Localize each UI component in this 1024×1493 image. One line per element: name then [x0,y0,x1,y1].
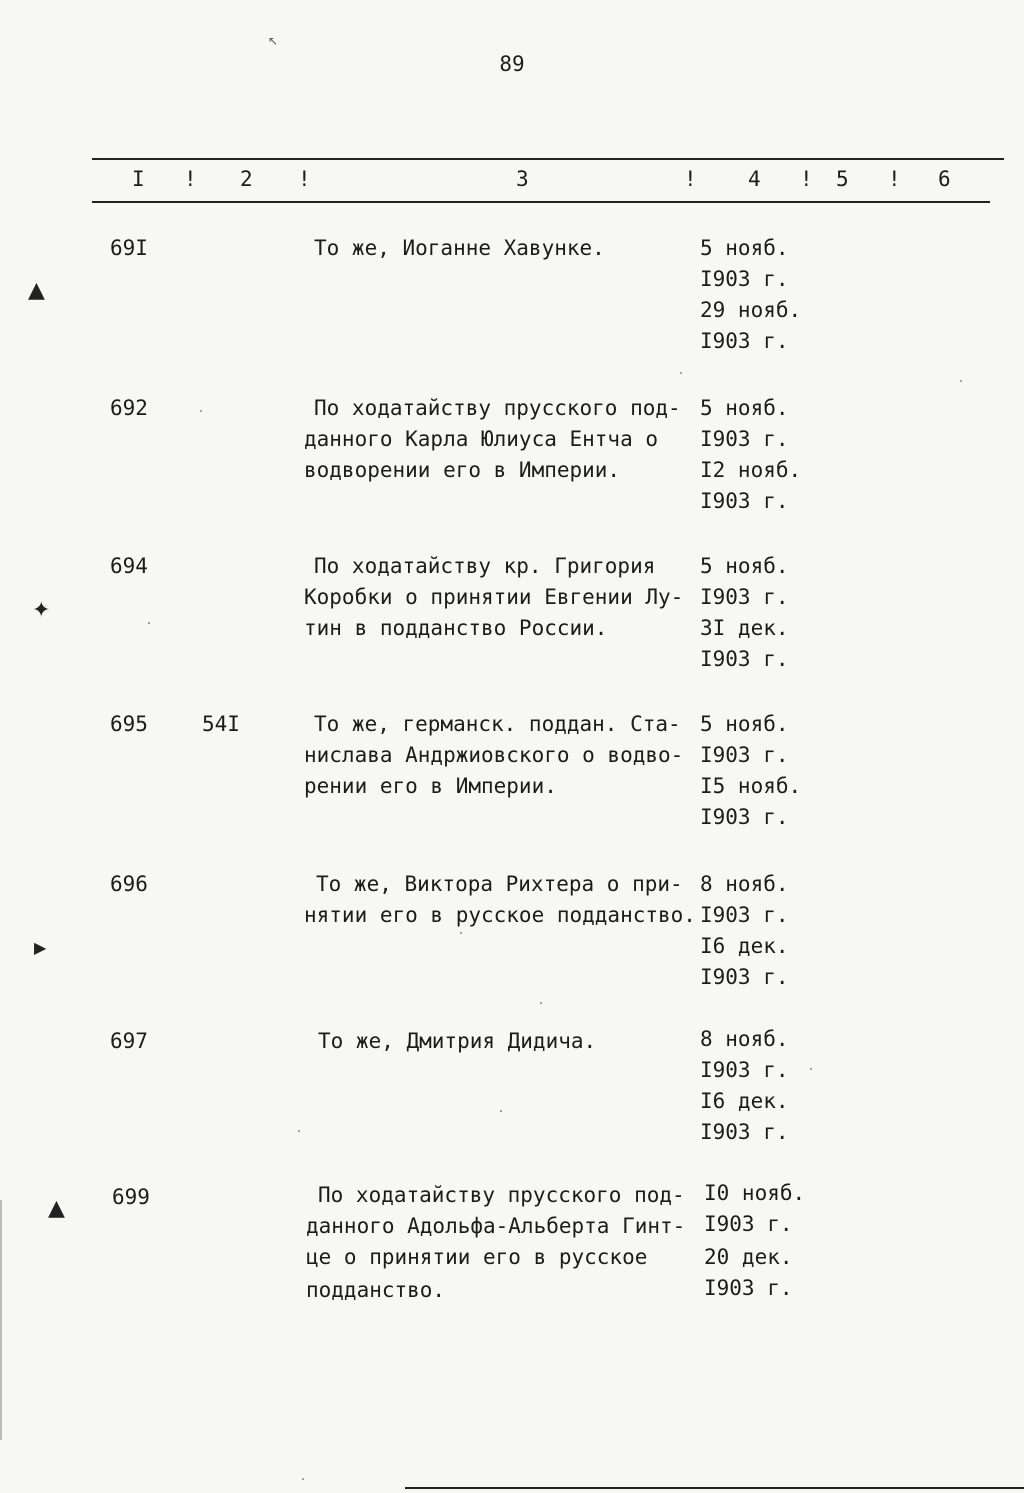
column-separator-1: ! [184,167,197,191]
row-year-end: I903 г. [700,489,789,513]
row-date-end: 20 дек. [704,1245,793,1269]
row-date-end: I6 дек. [700,934,789,958]
header-top-rule [92,158,1004,160]
paper-speck [500,1110,502,1112]
row-date-start: 8 нояб. [700,872,789,896]
paper-speck [960,380,962,382]
row-year-end: I903 г. [700,965,789,989]
row-date-start: 5 нояб. [700,396,789,420]
row-year-start: I903 г. [700,743,789,767]
row-year-start: I903 г. [700,1058,789,1082]
row-description-line: По ходатайству прусского под- [314,396,681,420]
row-number: 699 [112,1185,150,1209]
column-header-5: 5 [836,167,849,191]
binding-mark-icon: ▶ [34,938,47,957]
row-description-line: То же, Виктора Рихтера о при- [316,872,683,896]
row-date-end: 29 нояб. [700,298,802,322]
binding-mark-icon: ✦ [32,598,51,623]
column-header-6: 6 [938,167,951,191]
row-description-line: По ходатайству кр. Григория [314,554,656,578]
row-year-end: I903 г. [700,805,789,829]
row-year-end: I903 г. [700,647,789,671]
row-date-start: 5 нояб. [700,236,789,260]
paper-speck [200,410,202,412]
row-number: 692 [110,396,148,420]
row-date-end: I2 нояб. [700,458,802,482]
header-bottom-rule [92,201,990,203]
row-date-end: I5 нояб. [700,774,802,798]
column-separator-2: ! [298,167,311,191]
paper-speck [680,372,682,374]
column-header-2: 2 [240,167,253,191]
column-separator-5: ! [888,167,901,191]
row-description-line: То же, германск. поддан. Ста- [314,712,681,736]
row-year-start: I903 г. [700,267,789,291]
row-year-start: I903 г. [700,903,789,927]
row-secondary-number: 54I [202,712,240,736]
page-bottom-rule [405,1487,1024,1489]
row-description-line: По ходатайству прусского под- [318,1183,685,1207]
row-number: 695 [110,712,148,736]
row-year-start: I903 г. [700,585,789,609]
row-year-start: I903 г. [700,427,789,451]
row-description-line: данного Карла Юлиуса Ентча о [304,427,659,451]
row-number: 69I [110,236,148,260]
margin-edge-line [0,1200,2,1440]
row-year-end: I903 г. [700,329,789,353]
row-description-line: водворении его в Империи. [304,458,621,482]
page-number: 89 [499,52,525,76]
row-description-line: рении его в Империи. [304,774,557,798]
column-header-3: 3 [516,167,529,191]
row-description-line: То же, Дмитрия Дидича. [318,1029,597,1053]
binding-mark-icon: ▲ [48,1196,65,1221]
row-description-line: нислава Андржиовского о водво- [304,743,684,767]
row-description-line: нятии его в русское подданство. [304,903,696,927]
row-year-start: I903 г. [704,1212,793,1236]
row-date-end: I6 дек. [700,1089,789,1113]
row-description-line: То же, Иоганне Хавунке. [314,236,605,260]
column-separator-3: ! [684,167,697,191]
row-description-line: подданство. [306,1278,446,1302]
paper-speck [302,1478,304,1480]
row-date-start: 5 нояб. [700,554,789,578]
paper-speck [148,622,150,624]
paper-speck [298,1130,300,1132]
row-year-end: I903 г. [700,1120,789,1144]
paper-speck [460,932,462,934]
paper-speck [540,1002,542,1004]
paper-speck [810,1068,812,1070]
column-separator-4: ! [800,167,813,191]
row-number: 697 [110,1029,148,1053]
row-date-start: I0 нояб. [704,1181,806,1205]
row-year-end: I903 г. [704,1276,793,1300]
row-description-line: тин в подданство России. [304,616,608,640]
binding-mark-icon: ▲ [28,278,45,303]
row-date-start: 5 нояб. [700,712,789,736]
column-header-4: 4 [748,167,761,191]
row-number: 694 [110,554,148,578]
row-number: 696 [110,872,148,896]
row-description-line: це о принятии его в русское [306,1245,648,1269]
row-description-line: Коробки о принятии Евгении Лу- [304,585,684,609]
column-header-1: I [132,167,145,191]
row-date-end: 3I дек. [700,616,789,640]
smudge-mark-icon: ↖ [268,34,279,48]
row-description-line: данного Адольфа-Альберта Гинт- [306,1214,686,1238]
row-date-start: 8 нояб. [700,1027,789,1051]
